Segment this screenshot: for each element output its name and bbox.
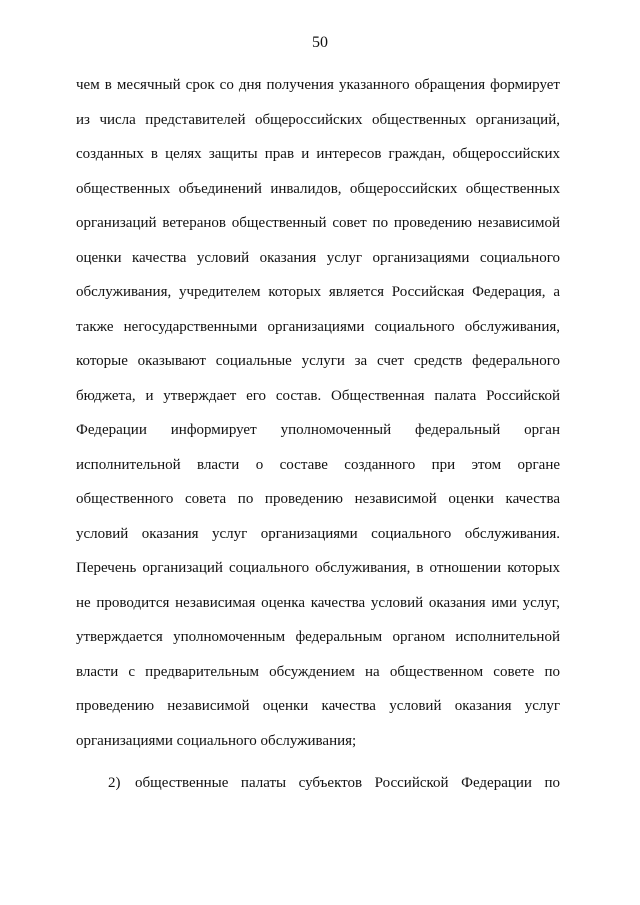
paragraph-2 bbox=[76, 766, 560, 801]
text-line: исполнительной власти о составе созданного при этом органе bbox=[76, 456, 560, 473]
text-line: не проводится независимая оценка качества условий оказания ими услуг, bbox=[76, 594, 560, 611]
paragraph-2-line bbox=[76, 766, 560, 801]
text-line: также негосударственными организациями социального обслуживания, bbox=[76, 318, 560, 335]
text-line: утверждается уполномоченным федеральным органом исполнительной bbox=[76, 629, 560, 645]
text-line: организациями социального обслуживания; bbox=[76, 732, 357, 749]
text-line: чем в месячный срок со дня получения указанного обращения формирует bbox=[76, 77, 560, 93]
text-line: Федерации информирует уполномоченный федеральный орган bbox=[76, 422, 560, 438]
text-line: оценки качества условий оказания услуг организациями социального bbox=[76, 249, 560, 266]
text-line: обслуживания, учредителем которых является Российская Федерация, а bbox=[76, 284, 560, 300]
text-line: организаций ветеранов общественный совет по проведению независимой bbox=[76, 215, 560, 231]
text-line: из числа представителей общероссийских общественных организаций, bbox=[76, 111, 560, 128]
text-line: бюджета, и утверждает его состав. Общественная палата Российской bbox=[76, 387, 560, 404]
text-line: общественного совета по проведению независимой оценки качества bbox=[76, 491, 560, 507]
text-line: созданных в целях защиты прав и интересов граждан, общероссийских bbox=[76, 146, 560, 162]
paragraph-2-text: общественные палаты субъектов Российской Федерации по bbox=[135, 775, 560, 791]
text-line: условий оказания услуг организациями социального обслуживания. bbox=[76, 525, 560, 542]
page-number: 50 bbox=[312, 34, 328, 51]
text-line: Перечень организаций социального обслуживания, в отношении которых bbox=[76, 560, 560, 576]
text-line: проведению независимой оценки качества условий оказания услуг bbox=[76, 698, 560, 714]
list-number: 2) bbox=[108, 775, 121, 791]
text-line: которые оказывают социальные услуги за счет средств федерального bbox=[76, 353, 560, 369]
text-line: власти с предварительным обсуждением на общественном совете по bbox=[76, 663, 560, 680]
text-line: общественных объединений инвалидов, общероссийских общественных bbox=[76, 180, 560, 197]
document-body bbox=[76, 68, 560, 801]
paragraph-1 bbox=[76, 68, 560, 758]
paragraph-gap bbox=[76, 758, 560, 766]
